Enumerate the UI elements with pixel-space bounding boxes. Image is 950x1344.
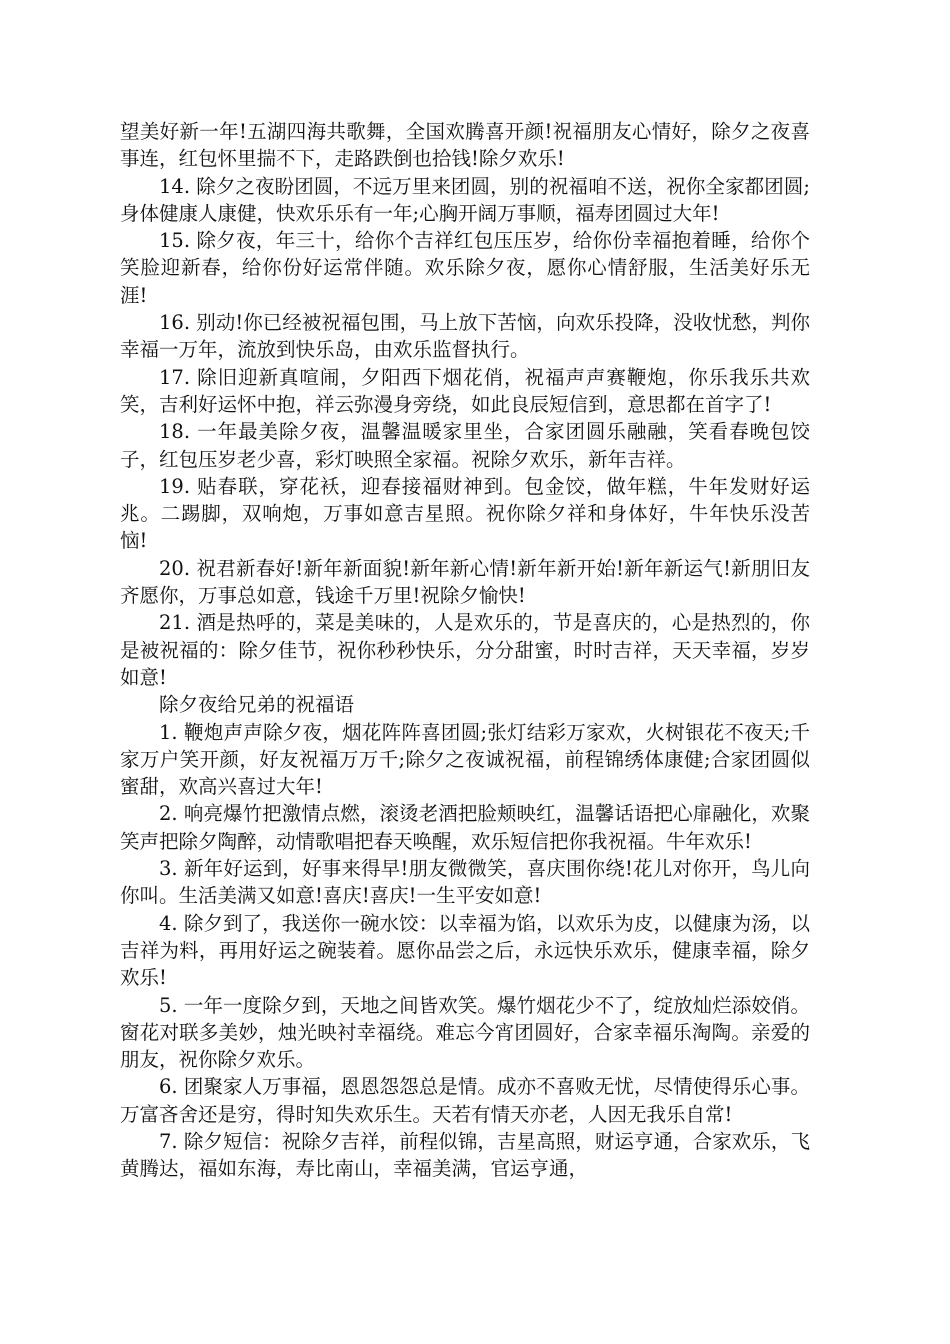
blessing-item-19: 19. 贴春联，穿花袄，迎春接福财神到。包金饺，做年糕，牛年发财好运兆。二踢脚，双响炮，万事如意吉星照。祝你除夕祥和身体好，牛年快乐没苦恼! (120, 474, 810, 553)
brother-blessing-item-2: 2. 响亮爆竹把激情点燃，滚烫老酒把脸颊映红，温馨话语把心扉融化，欢聚笑声把除夕陶醉，动情歌唱把春天唤醒，欢乐短信把你我祝福。牛年欢乐! (120, 802, 810, 853)
blessing-item-18: 18. 一年最美除夕夜，温馨温暖家里坐，合家团圆乐融融，笑看春晚包饺子，红包压岁老少喜，彩灯映照全家福。祝除夕欢乐，新年吉祥。 (120, 420, 810, 471)
paragraph-continuation: 望美好新一年!五湖四海共歌舞，全国欢腾喜开颜!祝福朋友心情好，除夕之夜喜事连，红包怀里揣不下，走路跌倒也拾钱!除夕欢乐! (120, 120, 810, 171)
brother-blessing-item-7: 7. 除夕短信：祝除夕吉祥，前程似锦，吉星高照，财运亨通，合家欢乐，飞黄腾达，福如东海，寿比南山，幸福美满，官运亨通， (120, 1129, 810, 1181)
brother-blessing-item-3: 3. 新年好运到，好事来得早!朋友微微笑，喜庆围你绕!花儿对你开，鸟儿向你叫。生活美满又如意!喜庆!喜庆!一生平安如意! (120, 857, 810, 908)
document-page (120, 118, 810, 1183)
blessing-item-14: 14. 除夕之夜盼团圆，不远万里来团圆，别的祝福咱不送，祝你全家都团圆;身体健康人康健，快欢乐乐有一年;心胸开阔万事顺，福寿团圆过大年! (120, 174, 810, 225)
blessing-item-17: 17. 除旧迎新真喧闹，夕阳西下烟花俏，祝福声声赛鞭炮，你乐我乐共欢笑，吉利好运怀中抱，祥云弥漫身旁绕，如此良辰短信到，意思都在首字了! (120, 365, 810, 416)
brother-blessing-item-4: 4. 除夕到了，我送你一碗水饺：以幸福为馅，以欢乐为皮，以健康为汤，以吉祥为料，再用好运之碗装着。愿你品尝之后，永远快乐欢乐，健康幸福，除夕欢乐! (120, 911, 810, 990)
blessing-item-16: 16. 别动!你已经被祝福包围，马上放下苦恼，向欢乐投降，没收忧愁，判你幸福一万年，流放到快乐岛，由欢乐监督执行。 (120, 311, 810, 362)
brother-blessing-item-5: 5. 一年一度除夕到，天地之间皆欢笑。爆竹烟花少不了，绽放灿烂添姣俏。窗花对联多美妙，烛光映衬幸福绕。难忘今宵团圆好，合家幸福乐淘陶。亲爱的朋友，祝你除夕欢乐。 (120, 993, 810, 1072)
blessing-item-20: 20. 祝君新春好!新年新面貌!新年新心情!新年新开始!新年新运气!新朋旧友齐愿你，万事总如意，钱途千万里!祝除夕愉快! (120, 556, 810, 608)
blessing-item-15: 15. 除夕夜，年三十，给你个吉祥红包压压岁，给你份幸福抱着睡，给你个笑脸迎新春，给你份好运常伴随。欢乐除夕夜，愿你心情舒服，生活美好乐无涯! (120, 229, 810, 307)
brother-blessing-item-1: 1. 鞭炮声声除夕夜，烟花阵阵喜团圆;张灯结彩万家欢，火树银花不夜天;千家万户笑开颜，好友祝福万万千;除夕之夜诚祝福，前程锦绣体康健;合家团圆似蜜甜，欢高兴喜过大年! (120, 720, 810, 799)
blessing-item-21: 21. 酒是热呼的，菜是美味的，人是欢乐的，节是喜庆的，心是热烈的，你是被祝福的：除夕佳节，祝你秒秒快乐，分分甜蜜，时时吉祥，天天幸福，岁岁如意! (120, 611, 810, 689)
brother-blessing-item-6: 6. 团聚家人万事福，恩恩怨怨总是情。成亦不喜败无忧，尽情使得乐心事。万富吝舍还是穷，得时知失欢乐生。天若有情天亦老，人因无我乐自常! (120, 1075, 810, 1126)
section-heading: 除夕夜给兄弟的祝福语 (159, 693, 355, 717)
